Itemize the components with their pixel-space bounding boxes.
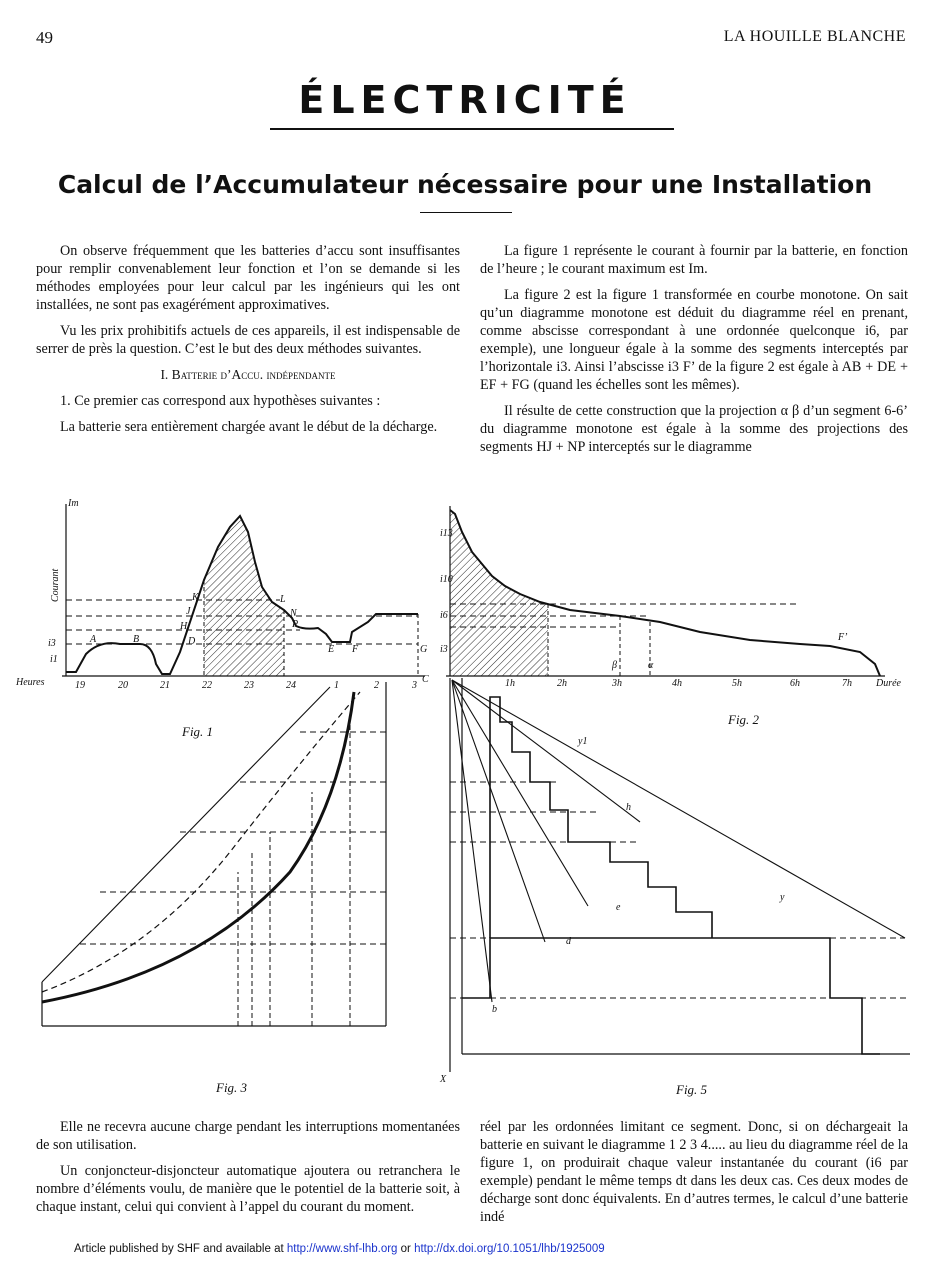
- text-column-right-top: [480, 242, 908, 464]
- fig1-hour: 1: [334, 680, 339, 691]
- text-column-left-top: [36, 242, 460, 444]
- fig1-hour: 23: [244, 680, 254, 691]
- title-rule: [420, 212, 512, 213]
- fig1-point: P: [292, 619, 299, 630]
- paragraph: Il résulte de cette construction que la projection α β d’un segment 6-6’ du diagramme monotone est égale à la somme des projections des segments HJ + NP interceptés sur le diagramme: [480, 403, 908, 455]
- fig2-ylevel: i10: [440, 574, 453, 585]
- fig2-beta: β: [612, 660, 617, 671]
- fig2-hour: 7h: [842, 678, 852, 689]
- fig3-caption: Fig. 3: [216, 1080, 248, 1095]
- fig2-ylevel: i13: [440, 528, 453, 539]
- fig1-point: D: [188, 636, 196, 647]
- fig2-hour: 1h: [505, 678, 515, 689]
- fig1-ylabel: Courant: [50, 568, 61, 602]
- journal-name: LA HOUILLE BLANCHE: [723, 28, 906, 45]
- fig5-axis-x: X: [440, 1074, 447, 1085]
- fig2-hour: 4h: [672, 678, 682, 689]
- figures-diagram: [0, 492, 930, 1104]
- footer-link-shf[interactable]: http://www.shf-lhb.org: [286, 1243, 398, 1255]
- fig1-point: B: [133, 634, 140, 645]
- fig1-hour: 3: [412, 680, 417, 691]
- fig5-axis-c: C: [422, 674, 429, 685]
- fig5-label: y: [780, 892, 785, 903]
- fig1-hour: 2: [374, 680, 379, 691]
- fig5-label: d: [566, 936, 571, 947]
- fig1-point: F: [352, 644, 359, 655]
- section-title: ÉLECTRICITÉ: [298, 78, 632, 122]
- paragraph: On observe fréquemment que les batteries d’accu sont insuffisantes pour remplir convenablement leur fonction et l’on se demande si les méthodes employées pour leur calcul par les ingénieurs qui les ont installées, ne sont pas exagérément approximatives.: [36, 243, 460, 313]
- fig5-caption: Fig. 5: [676, 1082, 708, 1097]
- text-column-left-bottom: [36, 1118, 460, 1224]
- fig5-label: h: [626, 802, 631, 813]
- fig2-ylevel: i3: [440, 644, 448, 655]
- fig1-point: E: [328, 644, 335, 655]
- fig5-label: b: [492, 1004, 497, 1015]
- fig1-hour: 22: [202, 680, 212, 691]
- paragraph: La figure 1 représente le courant à fournir par la batterie, en fonction de l’heure ; le courant maximum est Im.: [480, 243, 908, 277]
- fig1-point: A: [90, 634, 97, 645]
- fig1-point: K: [192, 592, 199, 603]
- figure-3: [42, 682, 386, 1026]
- footer-link-doi[interactable]: http://dx.doi.org/10.1051/lhb/1925009: [414, 1243, 605, 1255]
- fig1-ylevel: i1: [50, 654, 58, 665]
- paragraph: Un conjoncteur-disjoncteur automatique ajoutera ou retranchera le nombre d’éléments voulu, de manière que le potentiel de la batterie soit, à chaque instant, celui qui convient à l’appel du courant du moment.: [36, 1163, 460, 1215]
- fig2-ylevel: i6: [440, 610, 448, 621]
- fig1-ylevel: i3: [48, 638, 56, 649]
- fig2-point: F’: [838, 632, 848, 643]
- fig5-label: y1: [578, 736, 588, 747]
- page-number: 49: [36, 28, 53, 47]
- fig5-label: e: [616, 902, 621, 913]
- article-title: Calcul de l’Accumulateur nécessaire pour une Installation: [57, 170, 873, 199]
- figure-1: [62, 504, 428, 676]
- paragraph: La batterie sera entièrement chargée avant le début de la décharge.: [60, 419, 438, 435]
- paragraph: La figure 2 est la figure 1 transformée en courbe monotone. On sait qu’un diagramme monotone est déduit du diagramme réel en prenant, comme abscisse correspondant à une ordonnée quelconque i6, par exemple), une longueur égale à la somme des segments interceptés par l’horizontale i3. Ainsi l’abscisse i3 F’ de la figure 2 est égale à AB + DE + EF + FG (quand les échelles sont les mêmes).: [480, 287, 908, 393]
- fig1-hour: 24: [286, 680, 296, 691]
- fig2-hour: 6h: [790, 678, 800, 689]
- fig1-xunit: Heures: [16, 677, 45, 688]
- footer-middle: or: [397, 1243, 415, 1255]
- fig1-caption: Fig. 1: [182, 724, 214, 739]
- fig2-caption: Fig. 2: [728, 712, 760, 727]
- fig2-hour: 5h: [732, 678, 742, 689]
- subheading: I. Batterie d’Accu. indépendante: [160, 367, 336, 382]
- fig2-xunit: Durée: [876, 678, 901, 689]
- fig2-alpha: α: [648, 660, 654, 671]
- fig1-point: L: [280, 594, 286, 605]
- paragraph: Vu les prix prohibitifs actuels de ces appareils, il est indispensable de serrer de près la question. C’est le but des deux méthodes suivantes.: [36, 323, 460, 357]
- fig1-point: J: [186, 606, 191, 617]
- fig1-hour: 20: [118, 680, 128, 691]
- fig1-point: N: [290, 608, 297, 619]
- footer: [74, 1243, 605, 1255]
- section-rule: [270, 128, 674, 130]
- paragraph: 1. Ce premier cas correspond aux hypothèses suivantes :: [60, 393, 381, 409]
- fig2-hour: 3h: [612, 678, 622, 689]
- paragraph: réel par les ordonnées limitant ce segment. Donc, si on déchargeait la batterie en suivant le diagramme 1 2 3 4..... au lieu du diagramme réel de la figure 1, on produirait chaque valeur instantanée du courant (i6 par exemple) pendant le même temps dt dans les deux cas. Ces deux modes de décharge sont donc équivalents. En d’autres termes, le calcul d’une batterie indé: [480, 1119, 908, 1225]
- paragraph: Elle ne recevra aucune charge pendant les interruptions momentanées de son utilisation.: [36, 1119, 460, 1153]
- fig1-hour: 21: [160, 680, 170, 691]
- figure-5: [450, 678, 910, 1072]
- figure-2: [446, 506, 885, 676]
- footer-prefix: Article published by SHF and available at: [74, 1243, 287, 1255]
- fig1-point: G: [420, 644, 428, 655]
- fig1-hour: 19: [75, 680, 85, 691]
- text-column-right-bottom: [480, 1118, 908, 1234]
- fig1-point: H: [180, 621, 188, 632]
- fig2-hour: 2h: [557, 678, 567, 689]
- fig1-im-label: Im: [68, 498, 79, 509]
